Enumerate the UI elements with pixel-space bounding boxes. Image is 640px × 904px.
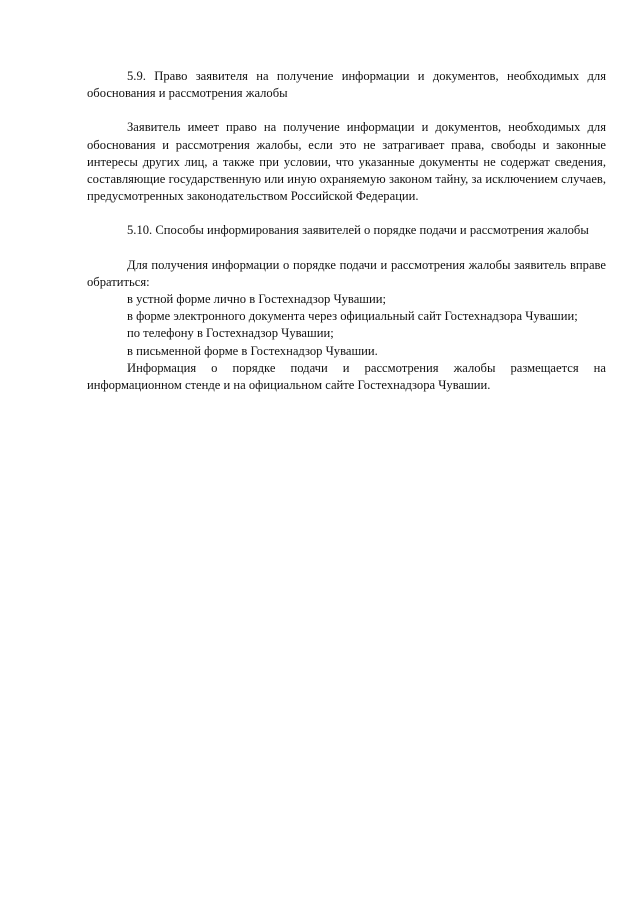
paragraph: Для получения информации о порядке подачи и рассмотрения жалобы заявитель вправе обратиться: — [87, 257, 606, 289]
section-heading: 5.10. Способы информирования заявителей о порядке подачи и рассмотрения жалобы — [127, 223, 589, 238]
section-heading: 5.9. Право заявителя на получение информации и документов, необходимых для обоснования и рассмотрения жалобы — [87, 69, 606, 101]
paragraph: Заявитель имеет право на получение информации и документов, необходимых для обоснования и рассмотрения жалобы, если это не затрагивает права, свободы и законные интересы других лиц, а также при условии, что указанные документы не содержат сведения, составляющие государственную или иную охраняемую законом тайну, за исключением случаев, предусмотренных законодательством Российской Федерации. — [87, 120, 606, 204]
paragraph: Информация о порядке подачи и рассмотрения жалобы размещается на информационном стенде и на официальном сайте Гостехнадзора Чувашии. — [87, 360, 606, 393]
list-item: в устной форме лично в Гостехнадзор Чувашии; — [127, 292, 386, 307]
paragraph-spacer — [87, 240, 606, 257]
list-item: в форме электронного документа через официальный сайт Гостехнадзора Чувашии; — [127, 309, 578, 324]
paragraph-spacer — [87, 102, 606, 119]
section-5-9 — [87, 68, 606, 205]
section-5-10 — [87, 222, 606, 394]
section-spacer — [87, 205, 606, 222]
list-item: по телефону в Гостехнадзор Чувашии; — [127, 326, 334, 341]
list-item: в письменной форме в Гостехнадзор Чувашии. — [127, 343, 378, 358]
